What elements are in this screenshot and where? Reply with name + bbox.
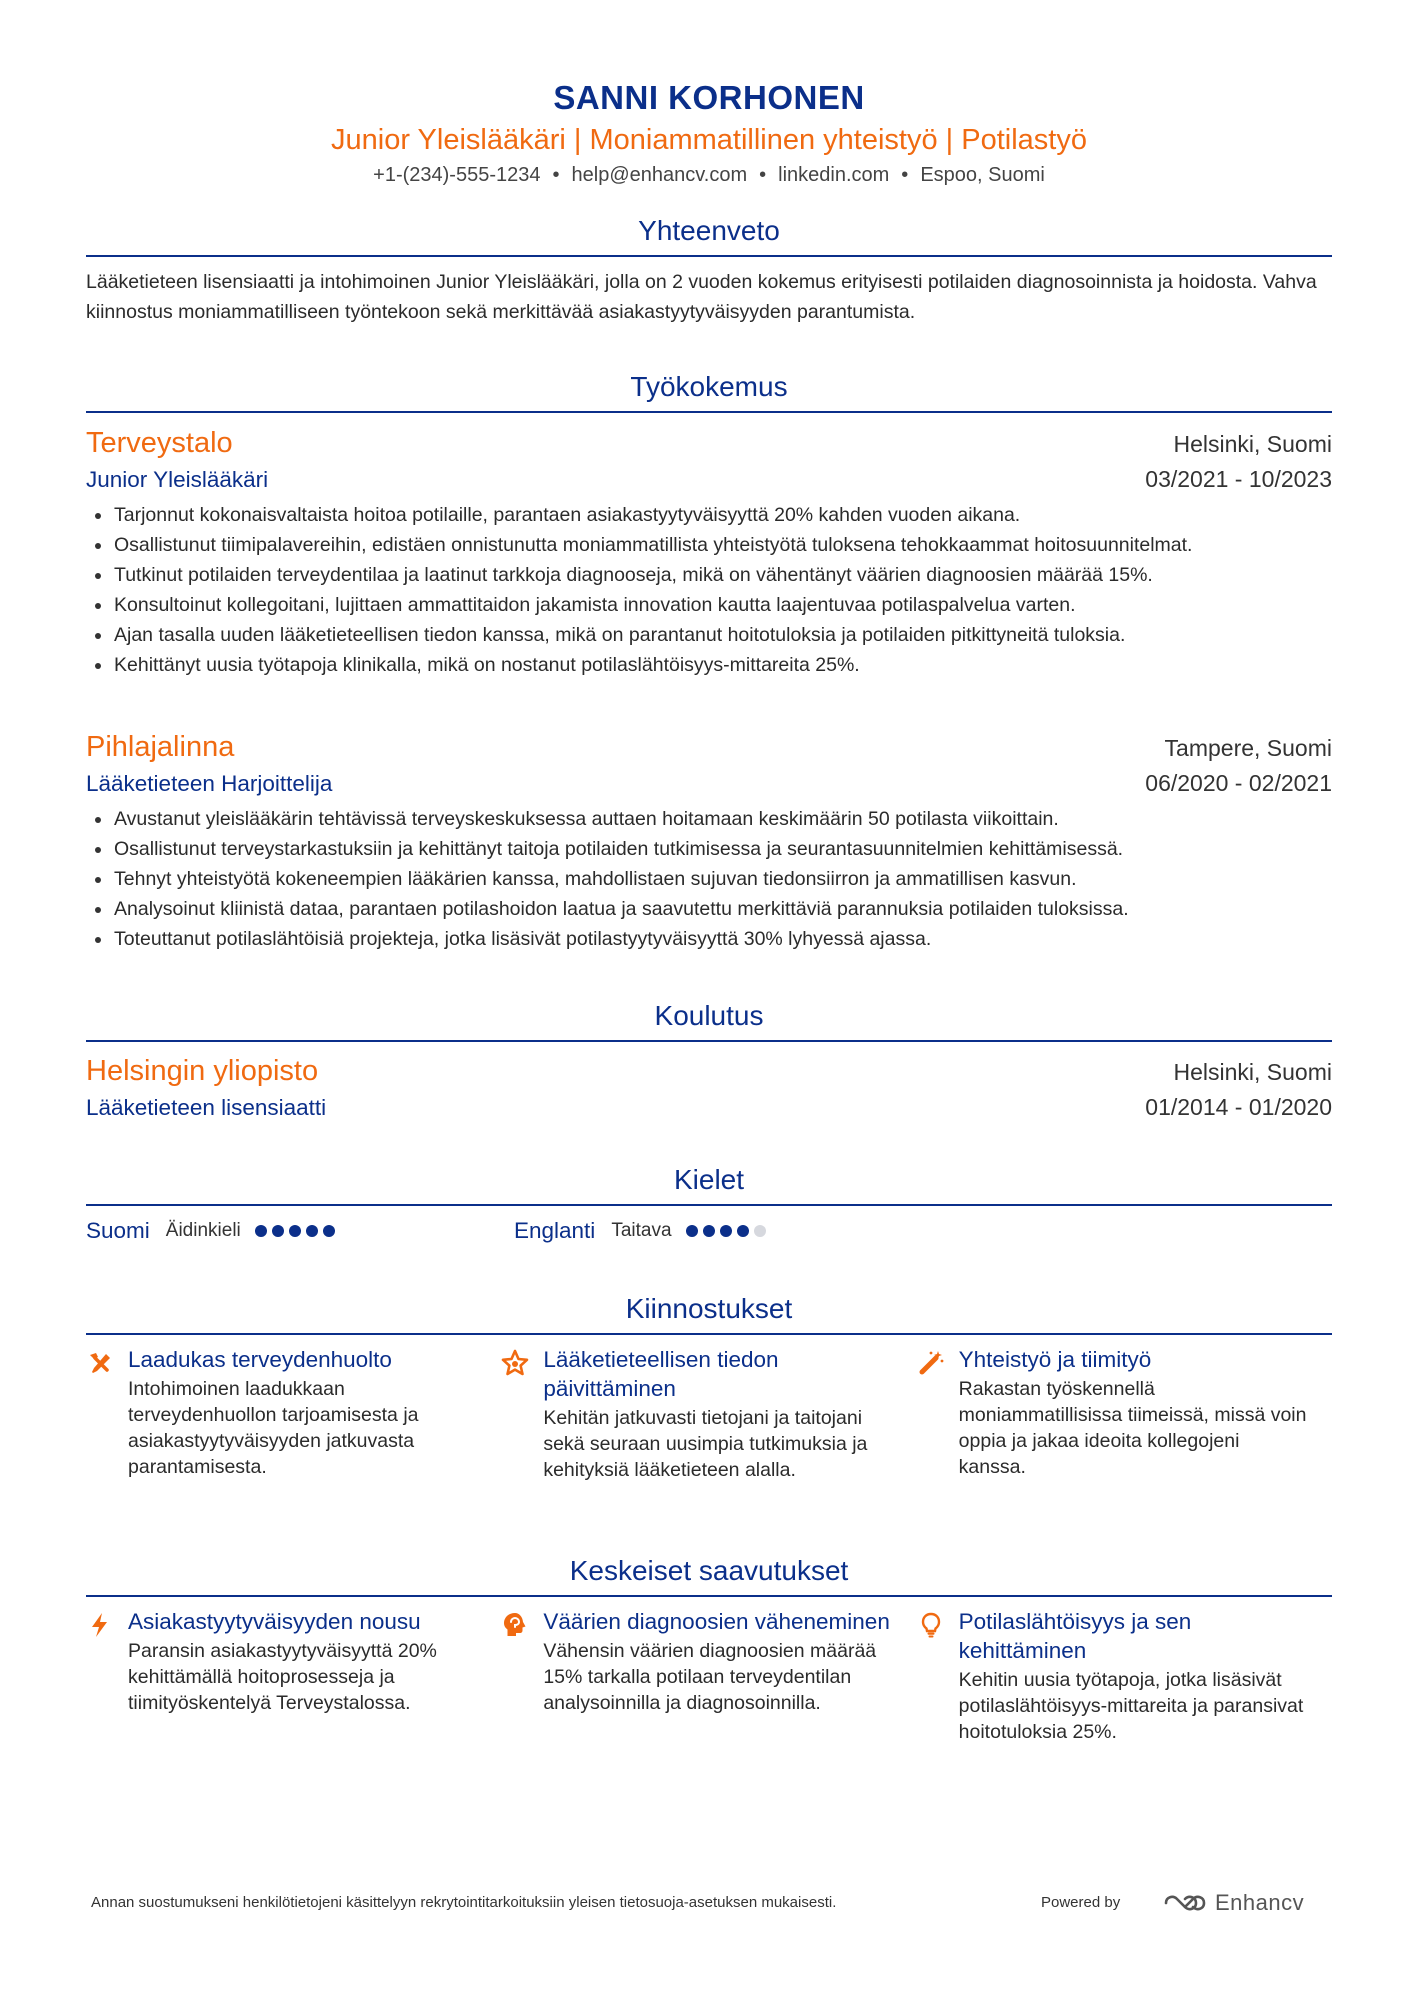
interest-item (86, 1345, 501, 1483)
education-school: Helsingin yliopisto (86, 1055, 319, 1087)
interests-list (86, 1345, 1332, 1483)
interests-section (86, 1291, 1332, 1483)
rating-dot-filled (306, 1225, 318, 1237)
lightbulb-icon (917, 1607, 959, 1745)
star-icon (501, 1345, 543, 1483)
education-entry (86, 1052, 1332, 1124)
bullet-item: Analysoinut kliinistä dataa, parantaen potilashoidon laatua ja saavutettu merkittäviä parannuksia potilaiden tuloksissa. (86, 894, 1332, 924)
bullet-item: Avustanut yleislääkärin tehtävissä terveyskeskuksessa auttaen hoitamaan keskimäärin 50 potilasta viikoittain. (86, 804, 1332, 834)
candidate-name: SANNI KORHONEN (553, 79, 865, 116)
achievement-title: Väärien diagnoosien väheneminen (543, 1609, 890, 1634)
brain-head-icon (501, 1607, 543, 1745)
contact-email[interactable]: help@enhancv.com (571, 164, 748, 186)
tools-icon (86, 1345, 128, 1483)
section-title: Koulutus (86, 998, 1332, 1042)
rating-dot-filled (255, 1225, 267, 1237)
education-section (86, 998, 1332, 1042)
enhancv-logo[interactable] (1163, 1888, 1304, 1918)
contact-linkedin[interactable]: linkedin.com (778, 164, 890, 186)
language-level: Äidinkieli (165, 1220, 241, 1241)
job-bullets (86, 500, 1332, 680)
language-rating (686, 1225, 766, 1237)
language-level: Taitava (611, 1220, 672, 1241)
achievement-text: Vähensin väärien diagnoosien määrää 15% tarkalla potilaan terveydentilan analysoinnilla ja diagnosoinnilla. (543, 1640, 877, 1714)
rating-dot-filled (720, 1225, 732, 1237)
section-title: Kielet (86, 1162, 1332, 1206)
job-bullets (86, 804, 1332, 954)
achievement-text: Kehitin uusia työtapoja, jotka lisäsivät potilaslähtöisyys-mittareita ja paransivat hoitotuloksia 25%. (958, 1669, 1304, 1743)
achievements-list (86, 1607, 1332, 1745)
interest-item (917, 1345, 1332, 1483)
contact-separator: • (901, 164, 909, 186)
languages-list (86, 1218, 1332, 1244)
languages-section (86, 1162, 1332, 1244)
bullet-item: Osallistunut terveystarkastuksiin ja kehittänyt taitoja potilaiden tutkimisessa ja seurantasuunnitelmien kehittämisessä. (86, 834, 1332, 864)
resume-header (86, 76, 1332, 190)
resume-page (86, 0, 1332, 1995)
job-role: Lääketieteen Harjoittelija (86, 771, 333, 796)
language-item (86, 1218, 514, 1244)
bullet-item: Ajan tasalla uuden lääketieteellisen tiedon kanssa, mikä on parantanut hoitotuloksia ja potilaiden pitkittyneitä tuloksia. (86, 620, 1332, 650)
interest-text: Rakastan työskennellä moniammatillisissa tiimeissä, missä voin oppia ja jakaa ideoita kollegojeni kanssa. (958, 1378, 1307, 1478)
language-item (514, 1218, 942, 1244)
education-location: Helsinki, Suomi (1173, 1059, 1332, 1085)
section-title: Työkokemus (86, 369, 1332, 413)
contact-location: Espoo, Suomi (920, 164, 1045, 186)
section-title: Yhteenveto (86, 213, 1332, 257)
bullet-item: Tehnyt yhteistyötä kokeneempien lääkärien kanssa, mahdollistaen sujuvan tiedonsiirron ja ammatillisen kasvun. (86, 864, 1332, 894)
page-footer (91, 1888, 1331, 1918)
job-location: Tampere, Suomi (1164, 735, 1332, 761)
bullet-item: Tarjonnut kokonaisvaltaista hoitoa potilaille, parantaen asiakastyytyväisyyttä 20% kahden vuoden aikana. (86, 500, 1332, 530)
language-name: Suomi (86, 1218, 150, 1243)
education-degree: Lääketieteen lisensiaatti (86, 1095, 327, 1120)
achievement-item (86, 1607, 501, 1745)
experience-section (86, 369, 1332, 413)
contact-phone: +1-(234)-555-1234 (373, 164, 541, 186)
rating-dot-filled (272, 1225, 284, 1237)
rating-dot-filled (289, 1225, 301, 1237)
interest-item (501, 1345, 916, 1483)
job-location: Helsinki, Suomi (1173, 431, 1332, 457)
section-title: Keskeiset saavutukset (86, 1553, 1332, 1597)
enhancv-logo-text: Enhancv (1215, 1890, 1305, 1915)
job-dates: 06/2020 - 02/2021 (1145, 770, 1332, 796)
contact-separator: • (552, 164, 560, 186)
enhancv-logo-icon (1163, 1891, 1207, 1915)
bullet-item: Tutkinut potilaiden terveydentilaa ja laatinut tarkkoja diagnooseja, mikä on vähentänyt väärien diagnoosien määrää 15%. (86, 560, 1332, 590)
language-name: Englanti (514, 1218, 596, 1243)
interest-text: Kehitän jatkuvasti tietojani ja taitojani sekä seuraan uusimpia tutkimuksia ja kehityksiä lääketieteen alalla. (543, 1407, 868, 1481)
achievement-item (501, 1607, 916, 1745)
bullet-item: Konsultoinut kollegoitani, lujittaen ammattitaidon jakamista innovation kautta laajentuvaa potilaspalvelua varten. (86, 590, 1332, 620)
achievement-item (917, 1607, 1332, 1745)
contact-line (86, 160, 1332, 190)
rating-dot-filled (703, 1225, 715, 1237)
rating-dot-filled (737, 1225, 749, 1237)
bullet-item: Kehittänyt uusia työtapoja klinikalla, mikä on nostanut potilaslähtöisyys-mittareita 25%. (86, 650, 1332, 680)
interest-title: Laadukas terveydenhuolto (128, 1347, 392, 1372)
job-dates: 03/2021 - 10/2023 (1145, 466, 1332, 492)
job-role: Junior Yleislääkäri (86, 467, 269, 492)
language-rating (255, 1225, 335, 1237)
interest-text: Intohimoinen laadukkaan terveydenhuollon tarjoamisesta ja asiakastyytyväisyyden jatkuvasta parantamisesta. (128, 1378, 419, 1478)
achievement-title: Potilaslähtöisyys ja sen kehittäminen (958, 1609, 1192, 1663)
bullet-item: Toteuttanut potilaslähtöisiä projekteja, jotka lisäsivät potilastyytyväisyyttä 30% lyhyessä ajassa. (86, 924, 1332, 954)
lightning-icon (86, 1607, 128, 1745)
rating-dot-filled (323, 1225, 335, 1237)
achievements-section (86, 1553, 1332, 1745)
rating-dot-filled (686, 1225, 698, 1237)
candidate-title: Junior Yleislääkäri | Moniammatillinen yhteistyö | Potilastyö (331, 124, 1087, 156)
achievement-text: Paransin asiakastyytyväisyyttä 20% kehittämällä hoitoprosesseja ja tiimityöskentelyä Terveystalossa. (128, 1640, 437, 1714)
interest-title: Lääketieteellisen tiedon päivittäminen (543, 1347, 779, 1401)
education-dates: 01/2014 - 01/2020 (1145, 1094, 1332, 1120)
job-entry (86, 424, 1332, 680)
interest-title: Yhteistyö ja tiimityö (958, 1347, 1152, 1372)
bullet-item: Osallistunut tiimipalavereihin, edistäen onnistunutta moniammatillista yhteistyötä tuloksena tehokkaammat hoitosuunnitelmat. (86, 530, 1332, 560)
consent-text: Annan suostumukseni henkilötietojeni käsittelyyn rekrytointitarkoituksiin yleisen tietosuoja-asetuksen mukaisesti. (91, 1894, 837, 1911)
section-title: Kiinnostukset (86, 1291, 1332, 1335)
achievement-title: Asiakastyytyväisyyden nousu (128, 1609, 421, 1634)
job-entry (86, 728, 1332, 954)
summary-section (86, 213, 1332, 327)
magic-wand-icon (917, 1345, 959, 1483)
job-company: Pihlajalinna (86, 731, 235, 763)
job-company: Terveystalo (86, 427, 233, 459)
powered-by-label: Powered by (1041, 1894, 1121, 1911)
rating-dot-empty (754, 1225, 766, 1237)
summary-text: Lääketieteen lisensiaatti ja intohimoinen Junior Yleislääkäri, jolla on 2 vuoden kokemus erityisesti potilaiden diagnosoinnista ja hoidosta. Vahva kiinnostus moniammatilliseen työntekoon sekä merkittävää asiakastyytyväisyyden parantumista. (86, 271, 1317, 323)
contact-separator: • (759, 164, 767, 186)
